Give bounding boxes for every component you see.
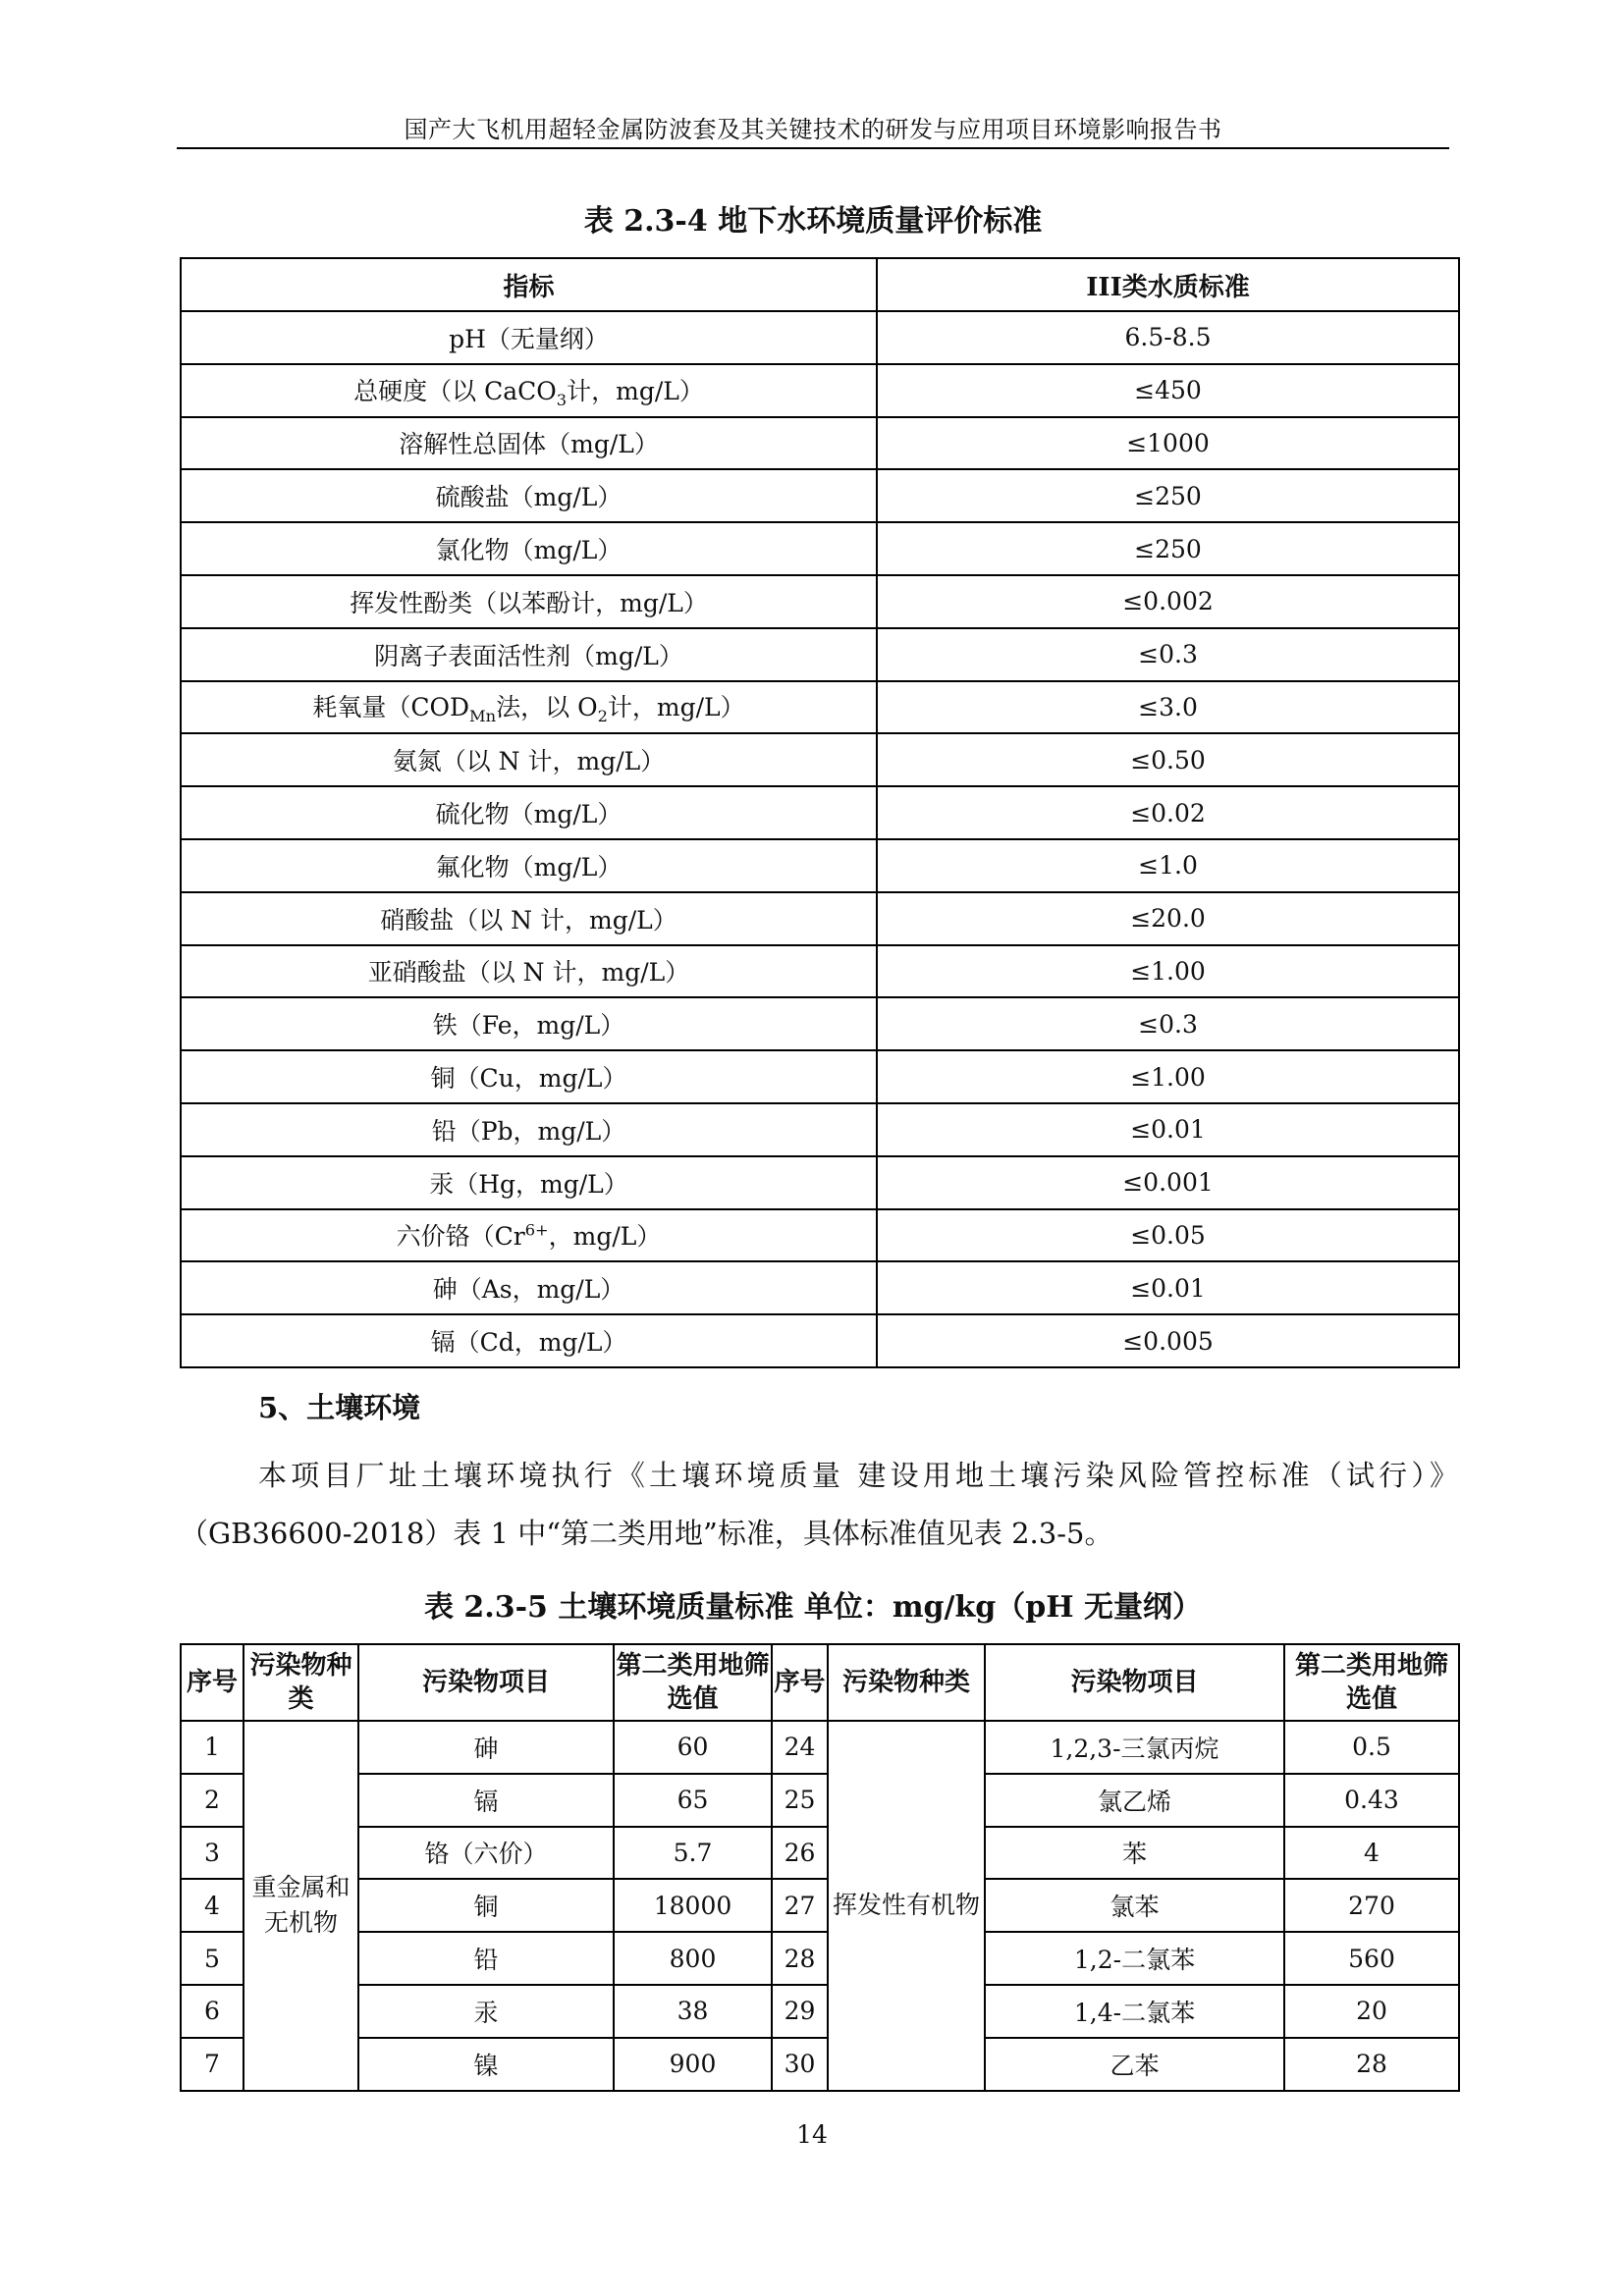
serial-cell: 7 xyxy=(181,2038,244,2091)
table2-body xyxy=(181,1721,1459,2091)
indicator-text: 亚硝酸盐（以 N 计，mg/L） xyxy=(367,958,690,988)
running-header: 国产大飞机用超轻金属防波套及其关键技术的研发与应用项目环境影响报告书 xyxy=(404,116,1222,143)
value-cell: 0.5 xyxy=(1284,1721,1459,1774)
soil-standard-table xyxy=(180,1643,1460,2092)
item-cell: 苯 xyxy=(985,1827,1284,1880)
table-row xyxy=(181,311,1459,364)
standard-cell: ≤0.01 xyxy=(877,1103,1459,1156)
group-cell: 重金属和无机物 xyxy=(244,1721,358,2091)
value-cell: 28 xyxy=(1284,2038,1459,2091)
table-row xyxy=(181,1314,1459,1367)
indicator-cell xyxy=(181,628,877,681)
item-cell: 铬（六价） xyxy=(358,1827,614,1880)
standard-cell: ≤0.02 xyxy=(877,786,1459,839)
indicator-cell xyxy=(181,786,877,839)
item-cell: 铅 xyxy=(358,1932,614,1985)
indicator-text: 2 xyxy=(597,707,608,726)
header-cell: 序号 xyxy=(181,1644,244,1721)
table-row xyxy=(181,1261,1459,1314)
item-cell: 1,2-二氯苯 xyxy=(985,1932,1284,1985)
standard-cell: ≤0.005 xyxy=(877,1314,1459,1367)
item-cell: 砷 xyxy=(358,1721,614,1774)
serial-cell: 27 xyxy=(772,1879,828,1932)
indicator-text: 挥发性酚类（以苯酚计，mg/L） xyxy=(350,588,708,617)
table-header-row xyxy=(181,1644,1459,1721)
indicator-cell xyxy=(181,1103,877,1156)
indicator-cell xyxy=(181,681,877,734)
indicator-text: 总硬度（以 CaCO xyxy=(353,376,557,405)
table1-caption: 表 2.3-4 地下水环境质量评价标准 xyxy=(583,204,1043,239)
value-cell: 0.43 xyxy=(1284,1774,1459,1827)
standard-cell: ≤0.001 xyxy=(877,1156,1459,1209)
standard-cell: ≤250 xyxy=(877,469,1459,522)
value-cell: 800 xyxy=(614,1932,772,1985)
indicator-text: 3 xyxy=(556,390,568,409)
indicator-text: 铜（Cu，mg/L） xyxy=(430,1064,627,1094)
table-row xyxy=(181,892,1459,945)
indicator-text: 计，mg/L） xyxy=(607,693,745,722)
groundwater-standard-table xyxy=(180,257,1460,1368)
header-cell: 污染物项目 xyxy=(358,1644,614,1721)
standard-cell: ≤1.0 xyxy=(877,839,1459,892)
table-row xyxy=(181,469,1459,522)
table-row xyxy=(181,733,1459,786)
indicator-text: 铅（Pb，mg/L） xyxy=(431,1116,626,1146)
table-row xyxy=(181,786,1459,839)
standard-cell: ≤250 xyxy=(877,522,1459,575)
indicator-text: 硫酸盐（mg/L） xyxy=(435,483,623,512)
indicator-text: 氨氮（以 N 计，mg/L） xyxy=(392,747,666,776)
indicator-cell xyxy=(181,892,877,945)
col-standard: III类水质标准 xyxy=(877,258,1459,311)
indicator-cell xyxy=(181,839,877,892)
indicator-cell xyxy=(181,311,877,364)
indicator-cell xyxy=(181,1050,877,1103)
indicator-cell xyxy=(181,733,877,786)
indicator-text: 汞（Hg，mg/L） xyxy=(429,1169,628,1199)
table-row xyxy=(181,1050,1459,1103)
table-row xyxy=(181,1827,1459,1880)
table-row xyxy=(181,575,1459,628)
indicator-text: 阴离子表面活性剂（mg/L） xyxy=(374,641,683,670)
indicator-text: 镉（Cd，mg/L） xyxy=(430,1328,627,1358)
value-cell: 5.7 xyxy=(614,1827,772,1880)
header-rule xyxy=(177,147,1449,149)
table1-body xyxy=(181,311,1459,1367)
value-cell: 65 xyxy=(614,1774,772,1827)
table-row xyxy=(181,417,1459,470)
value-cell: 270 xyxy=(1284,1879,1459,1932)
table-row xyxy=(181,364,1459,417)
indicator-text: 砷（As，mg/L） xyxy=(432,1275,625,1305)
serial-cell: 3 xyxy=(181,1827,244,1880)
item-cell: 氯苯 xyxy=(985,1879,1284,1932)
serial-cell: 30 xyxy=(772,2038,828,2091)
table-row xyxy=(181,1774,1459,1827)
standard-cell: ≤0.50 xyxy=(877,733,1459,786)
table-row xyxy=(181,945,1459,998)
indicator-cell xyxy=(181,469,877,522)
standard-cell: ≤1.00 xyxy=(877,945,1459,998)
standard-cell: ≤0.3 xyxy=(877,997,1459,1050)
standard-cell: ≤3.0 xyxy=(877,681,1459,734)
indicator-cell xyxy=(181,364,877,417)
value-cell: 900 xyxy=(614,2038,772,2091)
table-row xyxy=(181,628,1459,681)
table-row xyxy=(181,1932,1459,1985)
standard-cell: ≤0.05 xyxy=(877,1209,1459,1262)
indicator-text: 法，以 O xyxy=(496,693,598,722)
serial-cell: 5 xyxy=(181,1932,244,1985)
value-cell: 18000 xyxy=(614,1879,772,1932)
serial-cell: 25 xyxy=(772,1774,828,1827)
serial-cell: 2 xyxy=(181,1774,244,1827)
table-row xyxy=(181,522,1459,575)
table-row xyxy=(181,1103,1459,1156)
indicator-cell xyxy=(181,997,877,1050)
header-cell: 污染物种类 xyxy=(244,1644,358,1721)
standard-cell: ≤450 xyxy=(877,364,1459,417)
header-cell: 第二类用地筛选值 xyxy=(1284,1644,1459,1721)
item-cell: 铜 xyxy=(358,1879,614,1932)
table-header-row xyxy=(181,258,1459,311)
item-cell: 镍 xyxy=(358,2038,614,2091)
indicator-text: 六价铬（Cr xyxy=(396,1222,525,1252)
table-row xyxy=(181,1879,1459,1932)
indicator-cell xyxy=(181,1261,877,1314)
standard-cell: ≤0.3 xyxy=(877,628,1459,681)
serial-cell: 29 xyxy=(772,1985,828,2038)
serial-cell: 6 xyxy=(181,1985,244,2038)
indicator-text: 硝酸盐（以 N 计，mg/L） xyxy=(380,905,677,934)
table-row xyxy=(181,1209,1459,1262)
value-cell: 60 xyxy=(614,1721,772,1774)
table-row xyxy=(181,1721,1459,1774)
indicator-text: pH（无量纲） xyxy=(449,324,609,353)
indicator-cell xyxy=(181,1209,877,1262)
col-indicator: 指标 xyxy=(181,258,877,311)
item-cell: 1,2,3-三氯丙烷 xyxy=(985,1721,1284,1774)
table-row xyxy=(181,1985,1459,2038)
serial-cell: 26 xyxy=(772,1827,828,1880)
indicator-text: ，mg/L） xyxy=(548,1222,662,1252)
item-cell: 镉 xyxy=(358,1774,614,1827)
item-cell: 氯乙烯 xyxy=(985,1774,1284,1827)
indicator-cell xyxy=(181,575,877,628)
serial-cell: 4 xyxy=(181,1879,244,1932)
header-cell: 污染物种类 xyxy=(828,1644,985,1721)
serial-cell: 28 xyxy=(772,1932,828,1985)
item-cell: 乙苯 xyxy=(985,2038,1284,2091)
indicator-text: 硫化物（mg/L） xyxy=(435,800,623,829)
indicator-text: 6+ xyxy=(524,1221,549,1241)
page-number: 14 xyxy=(796,2120,828,2149)
standard-cell: ≤0.002 xyxy=(877,575,1459,628)
serial-cell: 24 xyxy=(772,1721,828,1774)
section-heading: 5、土壤环境 xyxy=(258,1391,421,1424)
indicator-cell xyxy=(181,522,877,575)
value-cell: 4 xyxy=(1284,1827,1459,1880)
header-cell: 第二类用地筛选值 xyxy=(614,1644,772,1721)
standard-cell: 6.5-8.5 xyxy=(877,311,1459,364)
indicator-text: 铁（Fe，mg/L） xyxy=(432,1011,625,1041)
indicator-text: 氯化物（mg/L） xyxy=(435,536,623,565)
indicator-cell xyxy=(181,1156,877,1209)
table2-caption: 表 2.3-5 土壤环境质量标准 单位：mg/kg（pH 无量纲） xyxy=(423,1590,1203,1625)
table-row xyxy=(181,839,1459,892)
value-cell: 560 xyxy=(1284,1932,1459,1985)
indicator-cell xyxy=(181,417,877,470)
table-row xyxy=(181,681,1459,734)
indicator-text: 计，mg/L） xyxy=(567,376,704,405)
indicator-text: 溶解性总固体（mg/L） xyxy=(399,430,659,459)
standard-cell: ≤1.00 xyxy=(877,1050,1459,1103)
value-cell: 38 xyxy=(614,1985,772,2038)
serial-cell: 1 xyxy=(181,1721,244,1774)
standard-cell: ≤1000 xyxy=(877,417,1459,470)
item-cell: 汞 xyxy=(358,1985,614,2038)
indicator-text: 氟化物（mg/L） xyxy=(435,852,623,881)
indicator-cell xyxy=(181,945,877,998)
item-cell: 1,4-二氯苯 xyxy=(985,1985,1284,2038)
indicator-cell xyxy=(181,1314,877,1367)
table-row xyxy=(181,1156,1459,1209)
value-cell: 20 xyxy=(1284,1985,1459,2038)
header-cell: 序号 xyxy=(772,1644,828,1721)
table-row xyxy=(181,2038,1459,2091)
indicator-text: 耗氧量（COD xyxy=(312,693,470,722)
standard-cell: ≤0.01 xyxy=(877,1261,1459,1314)
standard-cell: ≤20.0 xyxy=(877,892,1459,945)
header-cell: 污染物项目 xyxy=(985,1644,1284,1721)
group-cell: 挥发性有机物 xyxy=(828,1721,985,2091)
section-paragraph: 本项目厂址土壤环境执行《土壤环境质量 建设用地土壤污染风险管控标准（试行）》（GB36600-2018）表 1 中“第二类用地”标准，具体标准值见表 2.3-5。 xyxy=(180,1459,1458,1550)
indicator-text: Mn xyxy=(469,707,497,726)
table-row xyxy=(181,997,1459,1050)
